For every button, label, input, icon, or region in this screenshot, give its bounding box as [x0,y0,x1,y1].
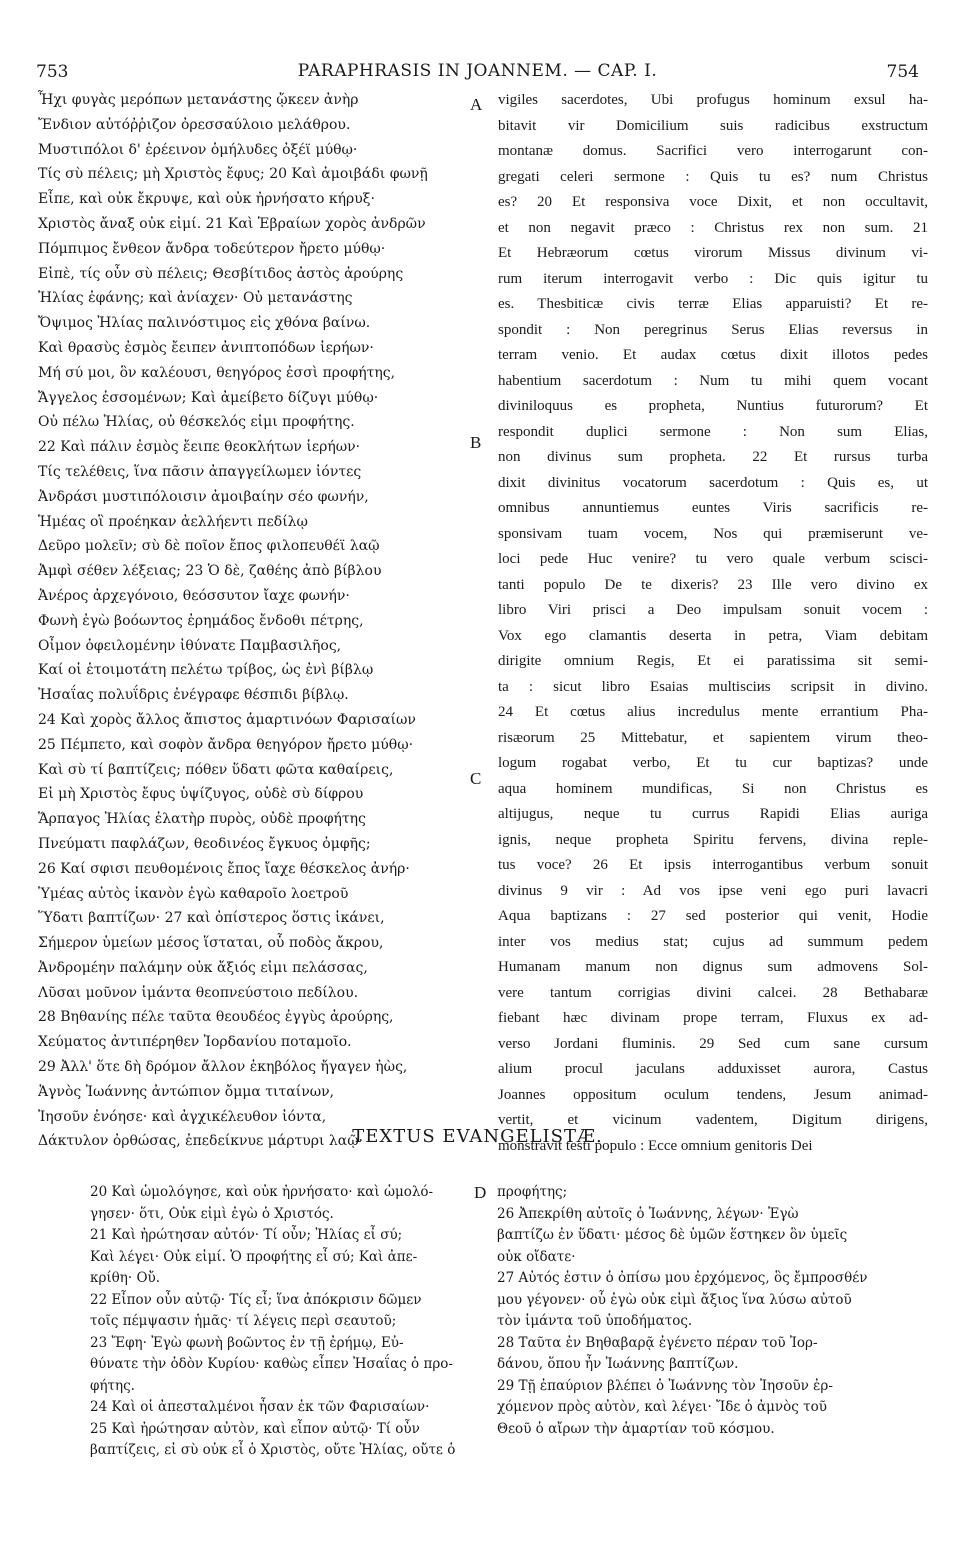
section-marker-b: B [470,433,482,452]
latin-text-line: fiebant hæc divinam prope terram, Fluxus ex ad- [498,1010,928,1026]
latin-text-line: omnibus annuntiemus euntes Viris sacrificis re- [498,500,928,516]
greek-verse-line: Καὶ θρασὺς ἐσμὸς ἔειπεν ἀνιπτοπόδων ἱερήων· [38,339,374,356]
latin-text-line: ignis, neque propheta Spiritu fervens, divina reple- [498,831,928,848]
greek-verse-line: Εἰπὲ, τίς οὖν σὺ πέλεις; Θεσβίτιδος ἀστὸς ἀρούρης [38,265,404,282]
greek-verse-line: Ἄγγελος ἐσσομένων; Καὶ ἀμείβετο δίζυγι μύθῳ· [38,389,379,406]
gospel-line: φήτης. [90,1377,135,1394]
latin-text-line: Joannes oppositum oculum tendens, Jesum animad- [498,1086,928,1103]
greek-verse-line: 24 Καὶ χορὸς ἄλλος ἄπιστος ἁμαρτινόων Φαρισαίων [38,711,416,728]
latin-text-line: es. Thesbiticæ civis terræ Elias apparuisti? Et re- [498,296,928,312]
latin-text-line: gregati celeri sermone : Quis tu es? num Christus [498,168,928,185]
greek-verse-line: Οὐ πέλω Ἠλίας, οὐ θέσκελός εἰμι προφήτης. [38,414,355,431]
latin-text-line: vigiles sacerdotes, Ubi profugus hominum exsul ha- [498,92,928,108]
greek-verse-line: Ἀμφὶ σέθεν λέξειας; 23 Ὁ δὲ, ζαθέης ἀπὸ βίβλου [38,563,382,580]
latin-text-line: es? 20 Et responsiva voce Dixit, et non occultavit, [498,194,928,210]
gospel-line: γησεν· ὅτι, Οὐκ εἰμὶ ἐγὼ ὁ Χριστός. [90,1205,334,1222]
latin-text-line: inter vos medius stat; cujus ad summum pedem [498,933,928,950]
gospel-line: κρίθη· Οὔ. [90,1270,161,1286]
greek-verse-line: Ἀνδράσι μυστιπόλοισιν ἀμοιβαίην σέο φωνήν, [38,488,369,505]
latin-text-line: 24 Et cœtus alius incredulus mente errantium Pha- [498,704,928,720]
gospel-line: 27 Αὐτός ἐστιν ὁ ὀπίσω μου ἐρχόμενος, ὃς ἔμπροσθέν [497,1270,868,1286]
greek-verse-line: 22 Καὶ πάλιν ἐσμὸς ἔειπε θεοκλήτων ἱερήων· [38,439,361,456]
greek-verse-line: Ὄψιμος Ἠλίας παλινόστιμος εἰς χθόνα βαίνω. [38,315,371,332]
section-title: TEXTUS EVANGELISTÆ. [352,1126,603,1147]
page-header [0,0,955,80]
greek-verse-line: Ὑμέας αὐτὸς ἱκανὸν ἐγὼ καθαροῖο λοετροῦ [38,885,349,902]
latin-text-line: altijugus, neque tu currus Rapidi Elias auriga [498,806,928,822]
greek-verse-line: Ὕδατι βαπτίζων· 27 καὶ ὀπίστερος ὅστις ἱκάνει, [38,910,385,927]
greek-verse-line: Δάκτυλον ὀρθώσας, ἐπεδείκνυε μάρτυρι λαῷ· [38,1133,364,1150]
gospel-line: τὸν ἱμάντα τοῦ ὑποδήματος. [497,1313,693,1329]
latin-text-line: diviniloquus es propheta, Nuntius futurorum? Et [498,398,928,414]
latin-text-line: libro Viri prisci a Deo impulsam sonuit vocem : [498,602,928,618]
latin-text-line: vertit, et vicinum vadentem, Digitum dirigens, [498,1112,928,1128]
greek-verse-line: Ἔνδιον αὐτόῤῥιζον ὀρεσσαύλοιο μελάθρου. [38,116,351,133]
gospel-line: οὐκ οἴδατε· [497,1248,576,1265]
greek-verse-line: Τίς σὺ πέλεις; μὴ Χριστὸς ἔφυς; 20 Καὶ ἀμοιβάδι φωνῇ [38,166,428,183]
gospel-line: μου γέγονεν· οὗ ἐγὼ οὐκ εἰμὶ ἄξιος ἵνα λύσω αὐτοῦ [497,1291,852,1308]
greek-verse-line: Χριστὸς ἄναξ οὐκ εἰμί. 21 Καὶ Ἑβραίων χορὸς ἀνδρῶν [38,215,426,232]
greek-verse-line: Ἀνδρομέην παλάμην οὐκ ἄξιός εἰμι πελάσσας, [38,959,368,976]
gospel-line: Καὶ λέγει· Οὐκ εἰμί. Ὁ προφήτης εἶ σύ; Καὶ ἀπε- [90,1248,418,1265]
greek-verse-line: Ἡμέας οἳ προέηκαν ἀελλήεντι πεδίλῳ [38,513,308,530]
greek-verse-line: Λῦσαι μοῦνον ἱμάντα θεοπνεύστοιο πεδίλου. [38,984,359,1001]
greek-verse-line: Πνεύματι παφλάζων, θεοδινέος ἔγκυος ὀμφῆς; [38,835,371,852]
gospel-line: προφήτης; [497,1184,568,1200]
latin-text-line: Vox ego clamantis deserta in petra, Viam debitam [498,627,928,644]
page-number-left: 753 [36,62,69,82]
gospel-line: θύνατε τὴν ὁδὸν Κυρίου· καθὼς εἶπεν Ἠσαΐας ὁ προ- [90,1356,453,1372]
greek-verse-line: Χεύματος ἀντιπέρηθεν Ἰορδανίου ποταμοῖο. [38,1034,352,1051]
greek-verse-line: Μή σύ μοι, ὃν καλέουσι, θεηγόρος ἐσσὶ προφήτης, [38,364,396,381]
latin-text-line: Et Hebræorum cœtus virorum Missus divinum vi- [498,245,928,261]
gospel-line: 20 Καὶ ὡμολόγησε, καὶ οὐκ ἠρνήσατο· καὶ ὡμολό- [90,1184,434,1200]
greek-verse-line: 29 Ἀλλ' ὅτε δὴ δρόμον ἄλλον ἑκηβόλος ἤγαγεν ἠὼς, [38,1059,408,1076]
gospel-line: τοῖς πέμψασιν ἡμᾶς· τί λέγεις περὶ σεαυτοῦ; [90,1313,397,1329]
latin-text-line: tus voce? 26 Et ipsis interrogantibus verbum sonuit [498,857,928,873]
section-marker-c: C [470,769,482,788]
latin-text-line: risæorum 25 Mittebatur, et sapientem virum theo- [498,729,928,746]
greek-verse-line: Ἀνέρος ἀρχεγόνοιο, θεόσσυτον ἴαχε φωνήν· [38,587,350,604]
gospel-line: 21 Καὶ ἠρώτησαν αὐτόν· Τί οὖν; Ἠλίας εἶ σύ; [90,1227,403,1243]
latin-text-line: terram venio. Et audax cœtus dixit illotos pedes [498,347,928,363]
latin-translation-column [498,88,928,1159]
latin-text-line: divinus 9 vir : Ad vos ipse veni ego puri lavacri [498,882,928,899]
greek-verse-line: Οἶμον ὀφειλομένην ἰθύνατε Παμβασιλῆος, [38,637,342,654]
greek-verse-line: Ἠλίας ἐφάνης; καὶ ἀνίαχεν· Οὐ μετανάστης [38,290,353,307]
latin-text-line: aqua hominem mundificas, Si non Christus es [498,780,928,797]
greek-verse-line: Φωνὴ ἐγὼ βοόωντος ἐρημάδος ἔνδοθι πέτρης, [38,612,364,629]
latin-text-line: rum iterum interrogavit verbo : Dic quis igitur tu [498,270,928,287]
greek-verse-line: 25 Πέμπετο, καὶ σοφὸν ἄνδρα θεηγόρον ἤρετο μύθῳ· [38,736,414,753]
latin-text-line: tanti populo De te dixeris? 23 Ille vero divino ex [498,576,928,593]
running-title: PARAPHRASIS IN JOANNEM. — CAP. I. [297,61,658,81]
latin-text-line: respondit duplici sermone : Non sum Elias, [498,423,928,440]
latin-text-line: Aqua baptizans : 27 sed posterior qui venit, Hodie [498,908,928,924]
greek-verse-column [38,88,476,1154]
latin-text-line: bitavit vir Domicilium suis radicibus exstructum [498,117,928,134]
gospel-line: 28 Ταῦτα ἐν Βηθαβαρᾷ ἐγένετο πέραν τοῦ Ἰορ- [497,1334,818,1351]
gospel-line: χόμενον πρὸς αὐτὸν, καὶ λέγει· Ἴδε ὁ ἀμνὸς τοῦ [497,1399,827,1415]
latin-text-line: logum rogabat verbo, Et tu cur baptizas? unde [498,755,928,771]
gospel-line: 23 Ἔφη· Ἐγὼ φωνὴ βοῶντος ἐν τῇ ἐρήμῳ, Εὐ- [90,1334,404,1351]
latin-text-line: non divinus sum propheta. 22 Et rursus turba [498,449,928,465]
greek-verse-line: 28 Βηθανίης πέλε ταῦτα θεουδέος ἐγγὺς ἀρούρης, [38,1009,394,1026]
latin-text-line: loci pede Huc venire? tu vero quale verbum sciscі- [498,551,928,567]
greek-verse-line: Δεῦρο μολεῖν; σὺ δὲ ποῖον ἔπος φιλοπευθέϊ λαῷ [38,538,380,555]
gospel-line: 24 Καὶ οἱ ἀπεσταλμένοι ἦσαν ἐκ τῶν Φαρισαίων· [90,1399,430,1415]
section-marker-a: A [470,95,483,114]
latin-text-line: dirigite omnium Regis, Et ei paratissima sit semi- [498,653,928,669]
greek-verse-line: Ἠσαΐας πολυΐδρις ἐνέγραφε θέσπιδι βίβλῳ. [38,687,349,704]
gospel-text-right [497,1182,917,1440]
greek-verse-line: Ἁγνὸς Ἰωάννης ἀντώπιον ὄμμα τιταίνων, [38,1083,335,1100]
greek-verse-line: Μυστιπόλοι δ' ἐρέεινον ὁμήλυδες ὀξέϊ μύθῳ· [38,141,358,158]
gospel-line: βαπτίζεις, εἰ σὺ οὐκ εἶ ὁ Χριστὸς, οὔτε Ἠλίας, οὔτε ὁ [90,1442,456,1458]
page-number-right: 754 [886,62,919,82]
gospel-line: Θεοῦ ὁ αἴρων τὴν ἁμαρτίαν τοῦ κόσμου. [497,1420,775,1437]
latin-text-line: Humanam manum non dignus sum admovens Sol- [498,959,928,975]
latin-text-line: habentium sacerdotum : Num tu mihi quem vocant [498,372,928,389]
greek-verse-line: Τίς τελέθεις, ἵνα πᾶσιν ἀπαγγείλωμεν ἰόντες [38,463,362,480]
latin-text-line: alium procul jaculans adduxisset aurora, Castus [498,1061,928,1077]
greek-verse-line: Καί οἱ ἑτοιμοτάτη πελέτω τρίβος, ὡς ἐνὶ βίβλῳ [38,662,374,679]
gospel-line: 22 Εἶπον οὖν αὐτῷ· Τίς εἶ; ἵνα ἀπόκρισιν δῶμεν [90,1291,422,1308]
latin-text-line: dixit divinitus vocatorum sacerdotum : Quis es, ut [498,474,928,491]
latin-text-line: vere tantum corrigias divini calcei. 28 Bethabaræ [498,984,928,1001]
greek-verse-line: Ἰησοῦν ἐνόησε· καὶ ἀγχικέλευθον ἰόντα, [38,1108,327,1125]
latin-text-line: sponsivam tuam vocem, Nos qui præmiserunt ve- [498,525,928,542]
greek-verse-line: Ἅρπαγος Ἠλίας ἐλατὴρ πυρὸς, οὐδὲ προφήτης [38,811,366,828]
greek-verse-line: 26 Καί σφισι πευθομένοις ἔπος ἴαχε θέσκελος ἀνήρ· [38,860,410,877]
greek-verse-line: Ἦχι φυγὰς μερόπων μετανάστης ᾤκεεν ἀνὴρ [38,92,359,108]
gospel-line: βαπτίζω ἐν ὕδατι· μέσος δὲ ὑμῶν ἕστηκεν ὃν ὑμεῖς [497,1227,848,1243]
gospel-line: δάνου, ὅπου ἦν Ἰωάννης βαπτίζων. [497,1356,739,1372]
greek-verse-line: Εἰ μὴ Χριστὸς ἔφυς ὑψίζυγος, οὐδὲ σὺ δίφρου [38,786,364,803]
latin-text-line: ta : sicut libro Esaias multisciиs scripsit in divino. [498,678,928,695]
gospel-text-left [90,1182,470,1462]
gospel-line: 26 Ἀπεκρίθη αὐτοῖς ὁ Ἰωάννης, λέγων· Ἐγὼ [497,1205,799,1222]
gospel-line: 25 Καὶ ἠρώτησαν αὐτὸν, καὶ εἶπον αὐτῷ· Τί οὖν [90,1420,420,1437]
latin-text-line: et non negavit præco : Christus rex non sum. 21 [498,219,928,236]
greek-verse-line: Καὶ σὺ τί βαπτίζεις; πόθεν ὕδατι φῶτα καθαίρεις, [38,761,394,778]
greek-verse-line: Σήμερον ὑμείων μέσος ἵσταται, οὗ ποδὸς ἄκρου, [38,935,384,952]
latin-text-line: monstravit testi populo : Ecce omnium genitoris Dei [498,1137,813,1154]
section-marker-d: D [474,1183,487,1202]
latin-text-line: spondit : Non peregrinus Serus Elias reversus in [498,321,928,338]
gospel-line: 29 Τῇ ἐπαύριον βλέπει ὁ Ἰωάννης τὸν Ἰησοῦν ἐρ- [497,1377,833,1394]
latin-text-line: montanæ domus. Sacrifici vero interrogarunt con- [498,143,928,159]
greek-verse-line: Πόμπιμος ἔνθεον ἄνδρα τοδεύτερον ἤρετο μύθῳ· [38,240,386,257]
latin-text-line: verso Jordani fluminis. 29 Sed cum sane cursum [498,1035,928,1052]
greek-verse-line: Εἶπε, καὶ οὐκ ἔκρυψε, καὶ οὐκ ἠρνήσατο κήρυξ· [38,191,375,208]
